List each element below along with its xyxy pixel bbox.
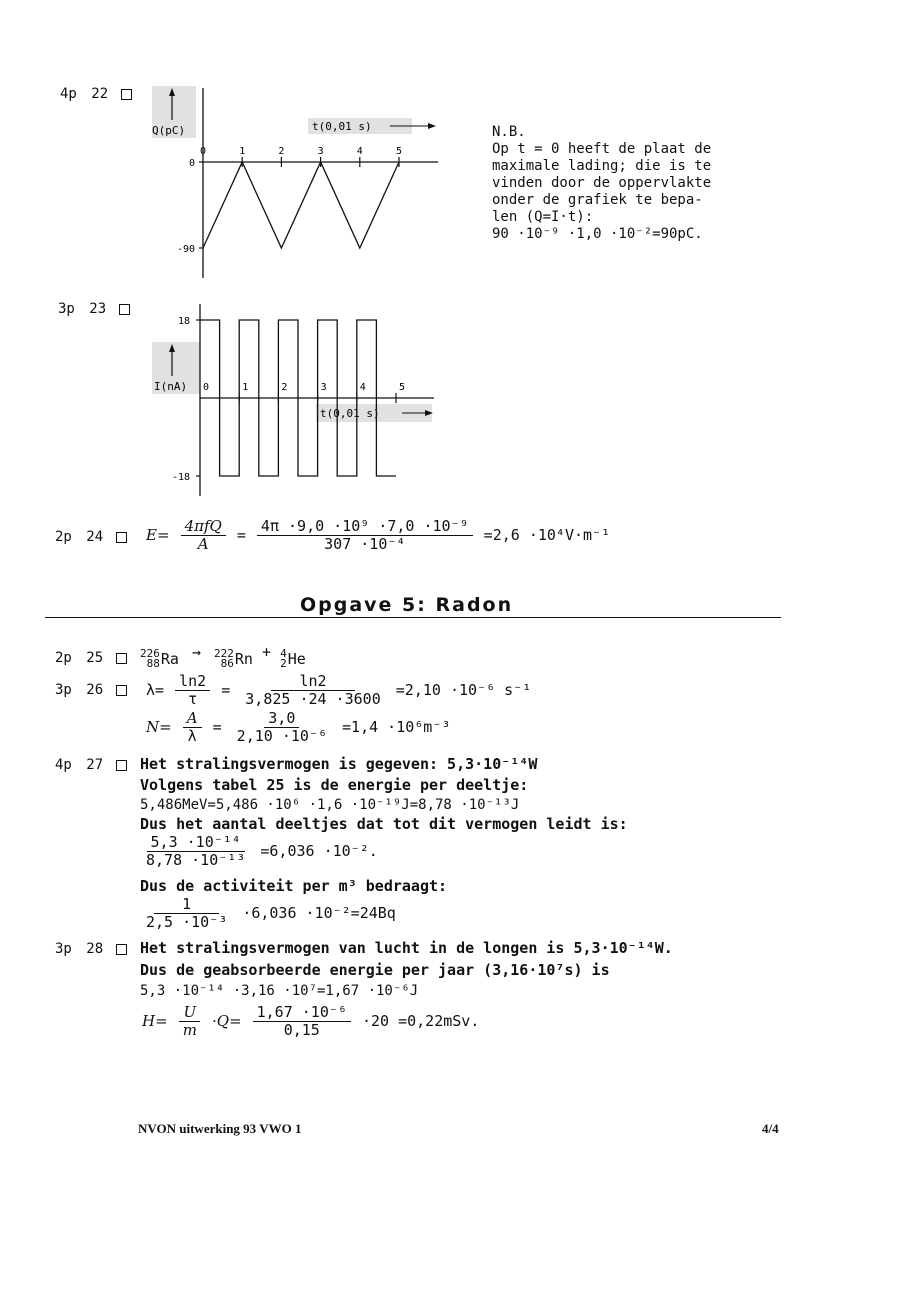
page-number: 4/4 xyxy=(762,1121,779,1136)
y-tick-label: -18 xyxy=(171,472,190,483)
y-axis-label: I(nA) xyxy=(154,380,188,393)
nb-line: Op t = 0 heeft de plaat de xyxy=(492,141,712,157)
x-arrow-head xyxy=(428,123,436,129)
text-line: 5,3 ·10⁻¹⁴ ·3,16 ·10⁷=1,67 ·10⁻⁶J xyxy=(140,983,419,999)
x-tick-label: 5 xyxy=(399,382,406,393)
fraction: $\frac{\text{4π ·9,0 ·10⁹ ·7,0 ·10⁻⁹}}{\text{307 ·10⁻⁴}}$ xyxy=(257,518,473,553)
x-tick-label: 1 xyxy=(239,146,246,157)
fraction: $\frac{\text{5,3 ·10⁻¹⁴}}{\text{8,78 ·10⁻¹³}}$ xyxy=(146,833,246,869)
text-line: Het stralingsvermogen is gegeven: 5,3·10⁻¹⁴W xyxy=(140,755,538,773)
equals: = xyxy=(212,718,222,736)
nb-line: len (Q=I·t): xyxy=(492,209,594,225)
checkbox-icon xyxy=(119,304,130,315)
nb-note xyxy=(492,124,711,243)
fraction: $\frac{\text{4πfQ}}{A}$ xyxy=(181,518,226,553)
nuclide-he: 4 2 He xyxy=(280,647,306,670)
lhs: E= xyxy=(146,526,170,544)
fraction: $\frac{\text{1,67 ·10⁻⁶}}{0,15}$ xyxy=(253,1004,351,1039)
y-axis-label: Q(pC) xyxy=(152,124,186,137)
lhs: N= xyxy=(146,718,172,736)
q26-label xyxy=(55,682,127,698)
y-tick-label: 18 xyxy=(177,316,190,327)
question-number: 27 xyxy=(86,757,104,773)
points: 2p xyxy=(55,650,72,666)
q23-label xyxy=(58,301,130,317)
checkbox-icon xyxy=(121,89,132,100)
footer-left: NVON uitwerking 93 VWO 1 xyxy=(138,1121,302,1136)
nuclide-rn: 222 86 Rn xyxy=(214,647,253,670)
question-number: 26 xyxy=(86,682,104,698)
q28-equation xyxy=(142,1004,479,1039)
q27-label xyxy=(55,757,127,773)
y-tick-label: 0 xyxy=(188,158,195,169)
checkbox-icon xyxy=(116,685,127,696)
x-tick-label: 5 xyxy=(396,146,403,157)
nb-line: vinden door de oppervlakte xyxy=(492,175,712,191)
points: 3p xyxy=(55,941,72,957)
fraction: $\frac{\ln 2}{3,825 \cdot 24 \cdot 3600}$ xyxy=(245,672,381,708)
q26-equation-1 xyxy=(146,673,531,708)
result: =6,036 ·10⁻². xyxy=(260,842,378,860)
x-tick-label: 4 xyxy=(356,146,363,157)
checkbox-icon xyxy=(116,653,127,664)
checkbox-icon xyxy=(116,760,127,771)
fraction: $\frac{1}{\text{2,5 ·10⁻³}}$ xyxy=(146,895,228,931)
fraction: $\frac{U}{m}$ xyxy=(179,1004,201,1039)
points: 3p xyxy=(58,301,75,317)
fraction: $\frac{\ln 2}{\tau}$ xyxy=(175,673,210,708)
checkbox-icon xyxy=(116,944,127,955)
text-line: Het stralingsvermogen van lucht in de longen is 5,3·10⁻¹⁴W. xyxy=(140,939,673,957)
points: 3p xyxy=(55,682,72,698)
x-tick-label: 1 xyxy=(242,382,249,393)
q26-equation-2 xyxy=(146,710,450,745)
q24-equation xyxy=(146,518,610,553)
plus: + xyxy=(262,643,272,661)
result: =2,6 ·10⁴V·m⁻¹ xyxy=(483,526,611,544)
text-line: Dus de activiteit per m³ bedraagt: xyxy=(140,877,448,895)
points: 4p xyxy=(60,86,77,102)
result: ·6,036 ·10⁻²=24Bq xyxy=(242,904,396,922)
x-tick-label: 2 xyxy=(278,146,285,157)
checkbox-icon xyxy=(116,532,127,543)
x-axis-label: t(0,01 s) xyxy=(312,120,372,133)
question-number: 24 xyxy=(86,529,104,545)
equals: = xyxy=(236,526,246,544)
x-tick-label: 3 xyxy=(317,146,324,157)
section-title: Opgave 5: Radon xyxy=(300,594,514,616)
points: 2p xyxy=(55,529,72,545)
nb-line: 90 ·10⁻⁹ ·1,0 ·10⁻²=90pC. xyxy=(492,226,703,242)
question-number: 28 xyxy=(86,941,104,957)
nb-line: N.B. xyxy=(492,124,526,140)
points: 4p xyxy=(55,757,72,773)
question-number: 22 xyxy=(91,86,109,102)
fraction: $\frac{A}{\lambda}$ xyxy=(183,710,202,745)
section-divider xyxy=(45,617,781,618)
x-tick-label: 0 xyxy=(200,146,207,157)
graph-current xyxy=(140,300,450,500)
result: ·20 =0,22mSv. xyxy=(361,1012,480,1030)
question-number: 25 xyxy=(86,650,104,666)
y-tick-label: -90 xyxy=(176,244,195,255)
lhs: H= xyxy=(142,1012,168,1030)
x-tick-label: 3 xyxy=(320,382,327,393)
result: =2,10 ·10⁻⁶ s⁻¹ xyxy=(395,681,532,699)
text-line: Volgens tabel 25 is de energie per deeltje: xyxy=(140,776,529,794)
q24-label xyxy=(55,529,127,545)
x-axis-label: t(0,01 s) xyxy=(320,407,380,420)
mid: ·Q= xyxy=(211,1012,242,1030)
nuclide-ra: 226 88 Ra xyxy=(140,647,179,670)
lhs: λ= xyxy=(146,681,165,699)
x-tick-label: 0 xyxy=(203,382,210,393)
graph-charge xyxy=(140,80,450,280)
q27-fraction-1 xyxy=(140,834,378,869)
x-tick-label: 2 xyxy=(281,382,288,393)
equals: = xyxy=(221,681,231,699)
text-line: Dus de geabsorbeerde energie per jaar (3,16·10⁷s) is xyxy=(140,961,610,979)
nb-line: onder de grafiek te bepa- xyxy=(492,192,703,208)
reaction-arrow: → xyxy=(191,643,201,661)
nb-line: maximale lading; die is te xyxy=(492,158,712,174)
x-tick-label: 4 xyxy=(359,382,366,393)
text-line: Dus het aantal deeltjes dat tot dit vermogen leidt is: xyxy=(140,815,628,833)
result: =1,4 ·10⁶m⁻³ xyxy=(342,718,451,736)
text-line: 5,486MeV=5,486 ·10⁶ ·1,6 ·10⁻¹⁹J=8,78 ·10⁻¹³J xyxy=(140,797,520,813)
q25-label xyxy=(55,650,127,666)
q22-label xyxy=(60,86,132,102)
question-number: 23 xyxy=(89,301,107,317)
q27-fraction-2 xyxy=(140,896,396,931)
q28-label xyxy=(55,941,127,957)
q25-equation xyxy=(140,643,306,669)
series-line xyxy=(203,162,399,248)
fraction: $\frac{3,0}{\text{2,10 ·10⁻⁶}}$ xyxy=(236,709,327,745)
